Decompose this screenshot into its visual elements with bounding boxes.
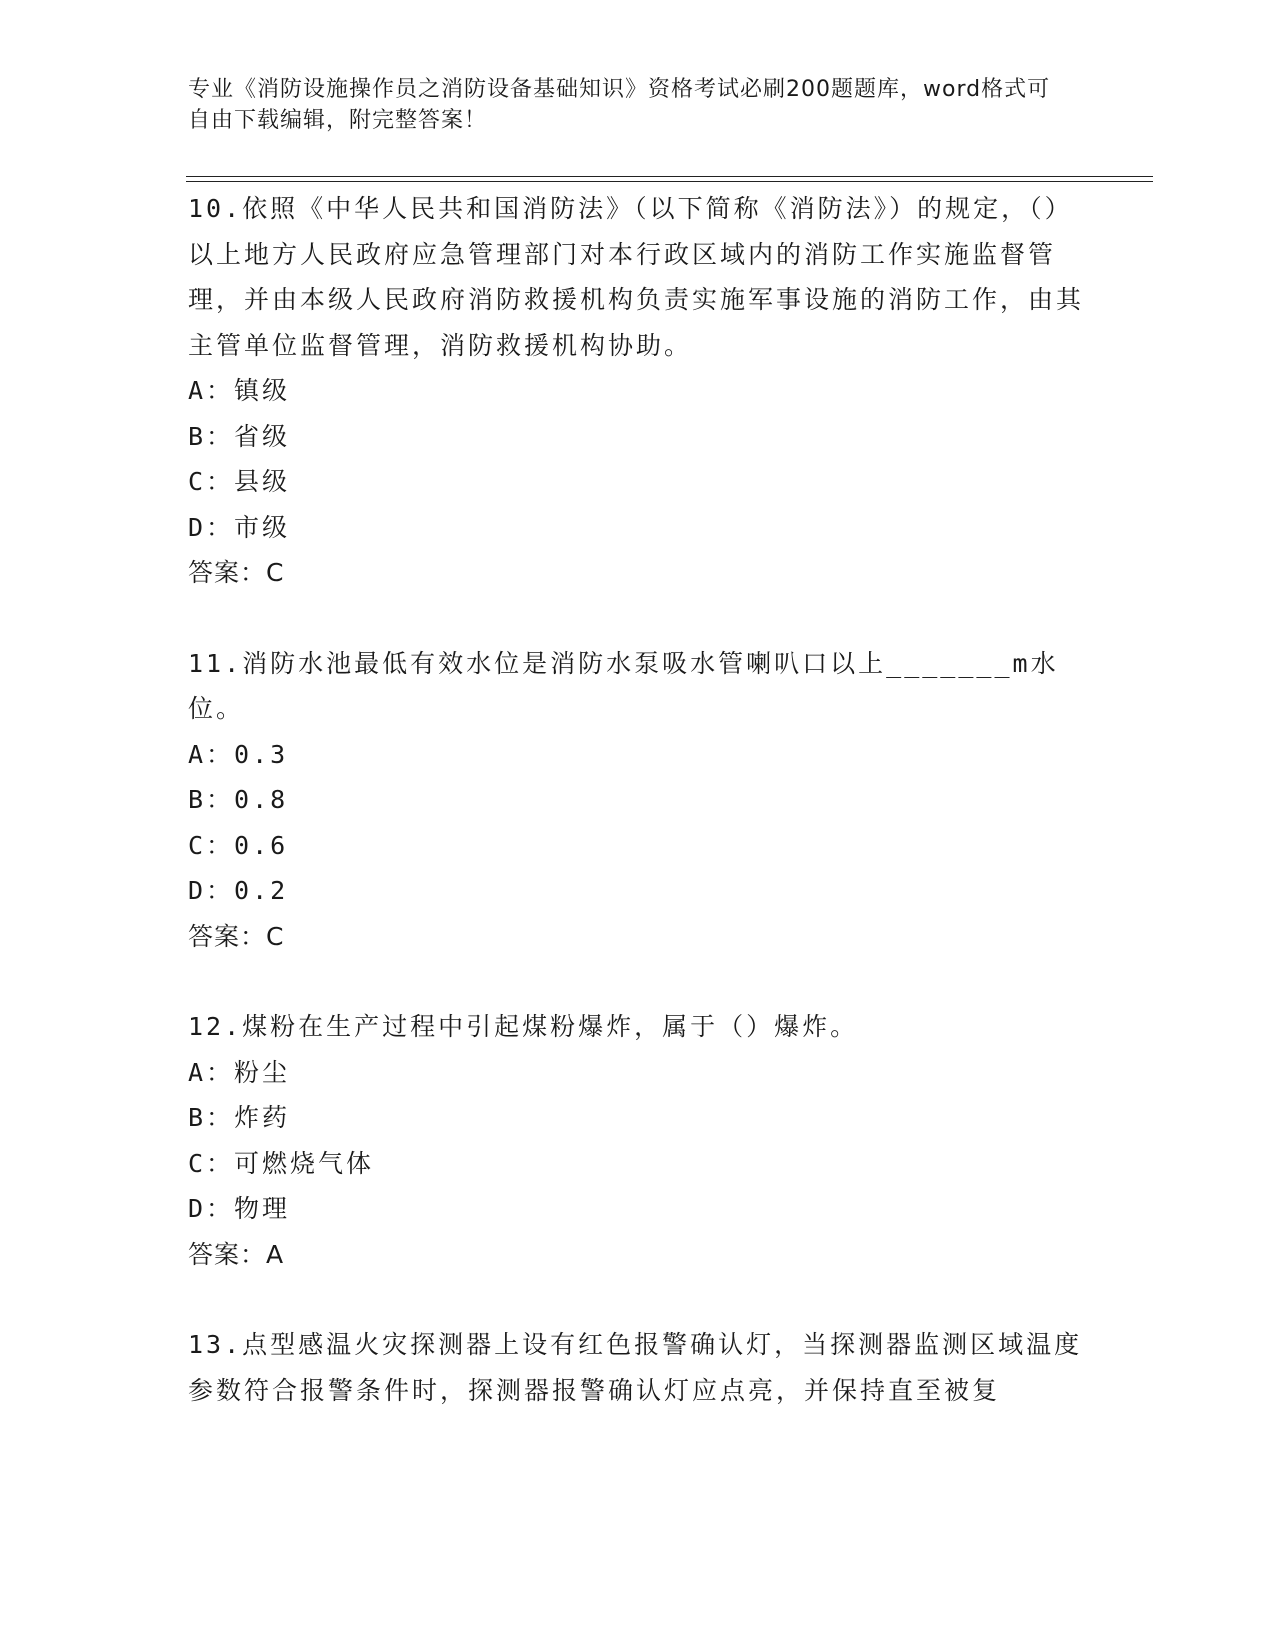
document-header [188,74,1068,136]
question-10 [188,186,1088,596]
option-b: B：省级 [188,421,291,451]
answer: 答案：C [188,558,285,587]
option-c: C：可燃烧气体 [188,1148,375,1178]
option-a: A：0.3 [188,739,289,769]
question-13 [188,1322,1088,1413]
option-d: D：0.2 [188,876,289,905]
option-d: D：市级 [188,512,291,542]
question-stem: 13.点型感温火灾探测器上设有红色报警确认灯，当探测器监测区域温度参数符合报警条件时，探测器报警确认灯应点亮，并保持直至被复 [188,1330,1083,1405]
header-divider [186,176,1153,182]
option-a: A：粉尘 [188,1057,291,1087]
question-11 [188,641,1088,960]
question-list [188,186,1088,1458]
option-c: C：县级 [188,467,291,496]
option-d: D：物理 [188,1194,291,1223]
option-a: A：镇级 [188,376,291,405]
answer: 答案：A [188,1239,285,1269]
answer: 答案：C [188,921,285,951]
question-stem: 10.依照《中华人民共和国消防法》（以下简称《消防法》）的规定，（）以上地方人民政府应急管理部门对本行政区域内的消防工作实施监督管理，并由本级人民政府消防救援机构负责实施军事设施的消防工作，由其主管单位监督管理，消防救援机构协助。 [188,194,1085,360]
option-b: B：0.8 [188,785,289,814]
question-stem: 11.消防水池最低有效水位是消防水泵吸水管喇叭口以上_______m水位。 [188,648,1059,723]
option-c: C：0.6 [188,830,289,860]
header-title: 专业《消防设施操作员之消防设备基础知识》资格考试必刷200题题库，word格式可自由下载编辑，附完整答案！ [188,77,1051,133]
option-b: B：炸药 [188,1103,291,1132]
question-12 [188,1004,1088,1277]
question-stem: 12.煤粉在生产过程中引起煤粉爆炸，属于（）爆炸。 [188,1012,859,1041]
